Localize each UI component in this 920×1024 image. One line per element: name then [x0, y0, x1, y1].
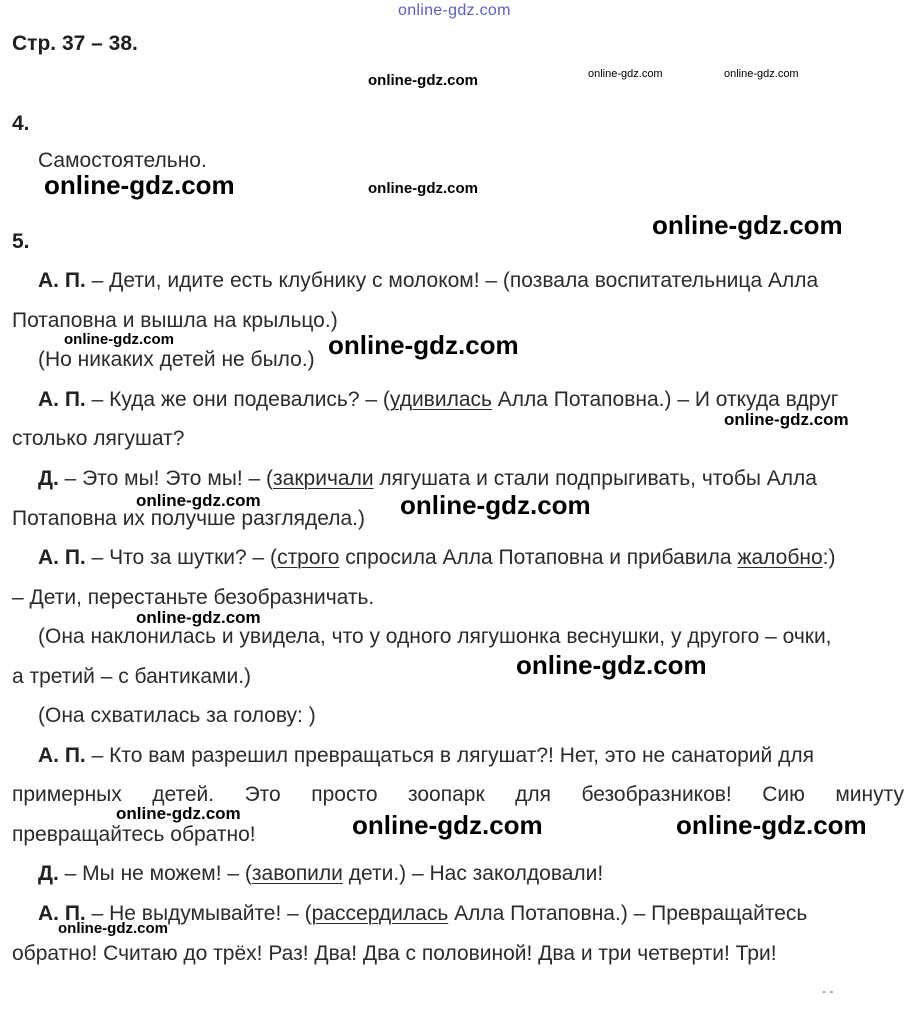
task-4-number: 4. — [12, 112, 30, 135]
line-text: Алла Потаповна.) – Превращайтесь — [448, 902, 808, 925]
dialogue-line-1 — [38, 268, 818, 294]
watermark: online-gdz.com — [116, 804, 241, 823]
dialogue-line-12: (Она схватилась за голову: ) — [38, 704, 316, 727]
dialogue-line-15: превращайтесь обратно! — [12, 823, 256, 846]
line-text: – Это мы! Это мы! – ( — [58, 467, 274, 490]
dialogue-line-16 — [38, 861, 603, 887]
dialogue-line-4 — [38, 387, 838, 413]
line-text: – Что за шутки? – ( — [85, 546, 278, 569]
page-heading: Стр. 37 – 38. — [12, 32, 138, 55]
watermark: online-gdz.com — [676, 810, 867, 840]
bottom-mark: - - — [822, 984, 834, 998]
task-5-number: 5. — [12, 230, 30, 253]
watermark: online-gdz.com — [588, 68, 663, 80]
line-text: дети.) – Нас заколдовали! — [342, 862, 604, 885]
dialogue-line-6 — [38, 466, 817, 492]
line-text: – Куда же они подевались? – ( — [85, 388, 390, 411]
dialogue-line-2: Потаповна и вышла на крыльцо.) — [12, 309, 338, 332]
line-text: :) — [822, 546, 836, 569]
watermark: online-gdz.com — [136, 608, 261, 627]
top-watermark: online-gdz.com — [398, 2, 511, 19]
watermark: online-gdz.com — [368, 72, 478, 89]
underlined-word: жалобно — [737, 546, 823, 569]
speaker-label: А. П. — [38, 902, 86, 925]
dialogue-line-3: (Но никаких детей не было.) — [38, 348, 315, 371]
watermark: online-gdz.com — [44, 170, 235, 200]
dialogue-line-7: Потаповна их получше разглядела.) — [12, 507, 365, 530]
watermark: online-gdz.com — [400, 490, 591, 520]
speaker-label: А. П. — [38, 546, 86, 569]
dialogue-line-13 — [38, 743, 814, 769]
line-text: – Мы не можем! – ( — [58, 862, 252, 885]
dialogue-line-5: столько лягушат? — [12, 427, 185, 450]
line-text: – Кто вам разрешил превращаться в лягушат?! Нет, это не санаторий для — [85, 744, 814, 767]
underlined-word: строго — [277, 546, 340, 569]
watermark: online-gdz.com — [352, 810, 543, 840]
dialogue-line-8 — [38, 545, 835, 571]
underlined-verb: рассердилась — [311, 902, 449, 925]
speaker-label: Д. — [38, 862, 59, 885]
speaker-label: А. П. — [38, 269, 86, 292]
watermark: online-gdz.com — [652, 210, 843, 240]
watermark: online-gdz.com — [516, 650, 707, 680]
dialogue-line-9: – Дети, перестаньте безобразничать. — [12, 586, 375, 609]
speaker-label: А. П. — [38, 744, 86, 767]
watermark: online-gdz.com — [136, 491, 261, 510]
line-text: спросила Алла Потаповна и прибавила — [339, 546, 738, 569]
watermark: online-gdz.com — [724, 410, 849, 429]
line-text: Алла Потаповна.) – И откуда вдруг — [491, 388, 839, 411]
watermark: online-gdz.com — [58, 920, 168, 937]
dialogue-line-10: (Она наклонилась и увидела, что у одного лягушонка веснушки, у другого – очки, — [38, 625, 832, 648]
underlined-verb: завопили — [251, 862, 343, 885]
dialogue-line-11: а третий – с бантиками.) — [12, 665, 252, 688]
watermark: online-gdz.com — [724, 68, 799, 80]
line-text: лягушата и стали подпрыгивать, чтобы Алла — [373, 467, 817, 490]
line-text: – Дети, идите есть клубнику с молоком! – (позвала воспитательница Алла — [85, 269, 819, 292]
watermark: online-gdz.com — [368, 180, 478, 197]
dialogue-line-18: обратно! Считаю до трёх! Раз! Два! Два с половиной! Два и три четверти! Три! — [12, 942, 777, 965]
underlined-verb: удивилась — [389, 388, 492, 411]
line-text: – Не выдумывайте! – ( — [85, 902, 312, 925]
speaker-label: Д. — [38, 467, 59, 490]
speaker-label: А. П. — [38, 388, 86, 411]
watermark: online-gdz.com — [64, 331, 174, 348]
task-4-answer: Самостоятельно. — [38, 149, 207, 172]
watermark: online-gdz.com — [328, 330, 519, 360]
dialogue-line-14: примерных детей. Это просто зоопарк для безобразников! Сию минуту — [12, 783, 904, 806]
underlined-verb: закричали — [273, 467, 374, 490]
